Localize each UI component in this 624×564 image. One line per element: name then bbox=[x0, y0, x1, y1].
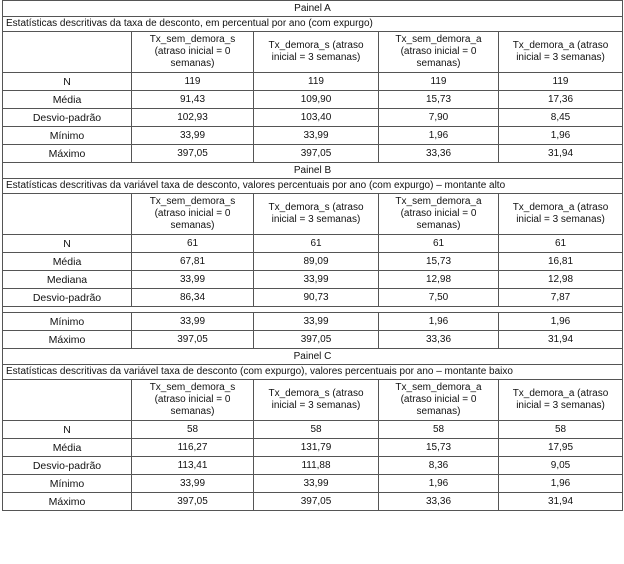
table-cell: 102,93 bbox=[132, 109, 254, 127]
column-header: Tx_sem_demora_a (atraso inicial = 0 semanas) bbox=[379, 194, 499, 235]
table-cell: 33,99 bbox=[254, 127, 379, 145]
column-header: Tx_sem_demora_s (atraso inicial = 0 semanas) bbox=[132, 194, 254, 235]
table-cell: 61 bbox=[254, 235, 379, 253]
table-cell: 16,81 bbox=[499, 253, 623, 271]
row-label: Desvio-padrão bbox=[3, 457, 132, 475]
table-cell: 33,99 bbox=[132, 475, 254, 493]
row-label: Mínimo bbox=[3, 127, 132, 145]
table-row bbox=[3, 253, 623, 271]
table-cell: 1,96 bbox=[499, 313, 623, 331]
row-label: Mediana bbox=[3, 271, 132, 289]
table-cell: 397,05 bbox=[254, 331, 379, 349]
table-row bbox=[3, 73, 623, 91]
row-label: Média bbox=[3, 439, 132, 457]
table-cell: 7,50 bbox=[379, 289, 499, 307]
table-cell: 119 bbox=[499, 73, 623, 91]
column-header: Tx_sem_demora_s (atraso inicial = 0 semanas) bbox=[132, 380, 254, 421]
table-cell: 61 bbox=[132, 235, 254, 253]
table-cell: 33,36 bbox=[379, 145, 499, 163]
table-cell: 33,99 bbox=[254, 271, 379, 289]
table-cell: 31,94 bbox=[499, 331, 623, 349]
panel-title-row bbox=[3, 163, 623, 179]
statistics-table bbox=[2, 0, 623, 511]
table-cell: 33,36 bbox=[379, 493, 499, 511]
row-header-blank bbox=[3, 380, 132, 421]
panel-title: Painel C bbox=[3, 349, 623, 365]
table-cell: 17,95 bbox=[499, 439, 623, 457]
panel-title: Painel B bbox=[3, 163, 623, 179]
table-cell: 109,90 bbox=[254, 91, 379, 109]
row-label: Média bbox=[3, 91, 132, 109]
table-cell: 12,98 bbox=[499, 271, 623, 289]
column-header: Tx_demora_s (atraso inicial = 3 semanas) bbox=[254, 194, 379, 235]
table-cell: 9,05 bbox=[499, 457, 623, 475]
panel-description-row bbox=[3, 179, 623, 194]
column-header-row bbox=[3, 32, 623, 73]
table-cell: 8,36 bbox=[379, 457, 499, 475]
table-cell: 31,94 bbox=[499, 493, 623, 511]
table-cell: 12,98 bbox=[379, 271, 499, 289]
table-row bbox=[3, 331, 623, 349]
table-row bbox=[3, 493, 623, 511]
table-cell: 1,96 bbox=[379, 127, 499, 145]
table-cell: 113,41 bbox=[132, 457, 254, 475]
table-cell: 7,90 bbox=[379, 109, 499, 127]
row-header-blank bbox=[3, 194, 132, 235]
table-row bbox=[3, 313, 623, 331]
row-label: Máximo bbox=[3, 145, 132, 163]
table-cell: 17,36 bbox=[499, 91, 623, 109]
table-cell: 111,88 bbox=[254, 457, 379, 475]
panel-description: Estatísticas descritivas da variável taxa de desconto (com expurgo), valores percentuais por ano – montante baixo bbox=[3, 365, 623, 380]
table-row bbox=[3, 145, 623, 163]
column-header: Tx_sem_demora_s (atraso inicial = 0 semanas) bbox=[132, 32, 254, 73]
table-cell: 61 bbox=[499, 235, 623, 253]
table-cell: 119 bbox=[254, 73, 379, 91]
table-cell: 58 bbox=[379, 421, 499, 439]
table-cell: 397,05 bbox=[254, 145, 379, 163]
row-label: Mínimo bbox=[3, 313, 132, 331]
table-cell: 90,73 bbox=[254, 289, 379, 307]
table-row bbox=[3, 109, 623, 127]
table-cell: 1,96 bbox=[379, 313, 499, 331]
row-label: Máximo bbox=[3, 331, 132, 349]
table-cell: 91,43 bbox=[132, 91, 254, 109]
row-label: Máximo bbox=[3, 493, 132, 511]
table-cell: 33,99 bbox=[132, 271, 254, 289]
table-cell: 15,73 bbox=[379, 253, 499, 271]
panel-title: Painel A bbox=[3, 1, 623, 17]
table-cell: 58 bbox=[132, 421, 254, 439]
table-cell: 397,05 bbox=[132, 331, 254, 349]
panel-description-row bbox=[3, 365, 623, 380]
table-cell: 58 bbox=[254, 421, 379, 439]
column-header: Tx_sem_demora_a (atraso inicial = 0 semanas) bbox=[379, 380, 499, 421]
table-cell: 86,34 bbox=[132, 289, 254, 307]
column-header: Tx_demora_s (atraso inicial = 3 semanas) bbox=[254, 380, 379, 421]
table-cell: 67,81 bbox=[132, 253, 254, 271]
table-cell: 33,99 bbox=[132, 127, 254, 145]
statistics-document bbox=[2, 0, 622, 511]
column-header: Tx_demora_a (atraso inicial = 3 semanas) bbox=[499, 194, 623, 235]
table-cell: 58 bbox=[499, 421, 623, 439]
row-label: N bbox=[3, 235, 132, 253]
table-cell: 397,05 bbox=[132, 493, 254, 511]
table-cell: 8,45 bbox=[499, 109, 623, 127]
table-cell: 15,73 bbox=[379, 439, 499, 457]
table-row bbox=[3, 475, 623, 493]
table-cell: 15,73 bbox=[379, 91, 499, 109]
table-cell: 7,87 bbox=[499, 289, 623, 307]
table-row bbox=[3, 235, 623, 253]
table-cell: 61 bbox=[379, 235, 499, 253]
table-row bbox=[3, 271, 623, 289]
table-cell: 131,79 bbox=[254, 439, 379, 457]
panel-description: Estatísticas descritivas da variável taxa de desconto, valores percentuais por ano (com expurgo) – montante alto bbox=[3, 179, 623, 194]
table-cell: 1,96 bbox=[499, 475, 623, 493]
row-label: N bbox=[3, 421, 132, 439]
table-cell: 33,36 bbox=[379, 331, 499, 349]
table-cell: 89,09 bbox=[254, 253, 379, 271]
column-header: Tx_demora_s (atraso inicial = 3 semanas) bbox=[254, 32, 379, 73]
table-row bbox=[3, 457, 623, 475]
row-label: Desvio-padrão bbox=[3, 289, 132, 307]
table-cell: 1,96 bbox=[499, 127, 623, 145]
table-cell: 397,05 bbox=[132, 145, 254, 163]
column-header: Tx_demora_a (atraso inicial = 3 semanas) bbox=[499, 32, 623, 73]
table-row bbox=[3, 127, 623, 145]
table-cell: 1,96 bbox=[379, 475, 499, 493]
row-label: Mínimo bbox=[3, 475, 132, 493]
column-header-row bbox=[3, 194, 623, 235]
panel-description-row bbox=[3, 17, 623, 32]
row-header-blank bbox=[3, 32, 132, 73]
table-cell: 33,99 bbox=[254, 475, 379, 493]
table-cell: 397,05 bbox=[254, 493, 379, 511]
table-cell: 33,99 bbox=[132, 313, 254, 331]
table-cell: 119 bbox=[379, 73, 499, 91]
table-cell: 103,40 bbox=[254, 109, 379, 127]
column-header: Tx_sem_demora_a (atraso inicial = 0 semanas) bbox=[379, 32, 499, 73]
panel-description: Estatísticas descritivas da taxa de desconto, em percentual por ano (com expurgo) bbox=[3, 17, 623, 32]
table-row bbox=[3, 421, 623, 439]
row-label: Média bbox=[3, 253, 132, 271]
row-label: N bbox=[3, 73, 132, 91]
table-row bbox=[3, 91, 623, 109]
column-header: Tx_demora_a (atraso inicial = 3 semanas) bbox=[499, 380, 623, 421]
table-cell: 33,99 bbox=[254, 313, 379, 331]
column-header-row bbox=[3, 380, 623, 421]
table-row bbox=[3, 439, 623, 457]
row-label: Desvio-padrão bbox=[3, 109, 132, 127]
panel-title-row bbox=[3, 349, 623, 365]
table-cell: 116,27 bbox=[132, 439, 254, 457]
table-body bbox=[3, 1, 623, 511]
table-cell: 31,94 bbox=[499, 145, 623, 163]
panel-title-row bbox=[3, 1, 623, 17]
table-row bbox=[3, 289, 623, 307]
table-cell: 119 bbox=[132, 73, 254, 91]
